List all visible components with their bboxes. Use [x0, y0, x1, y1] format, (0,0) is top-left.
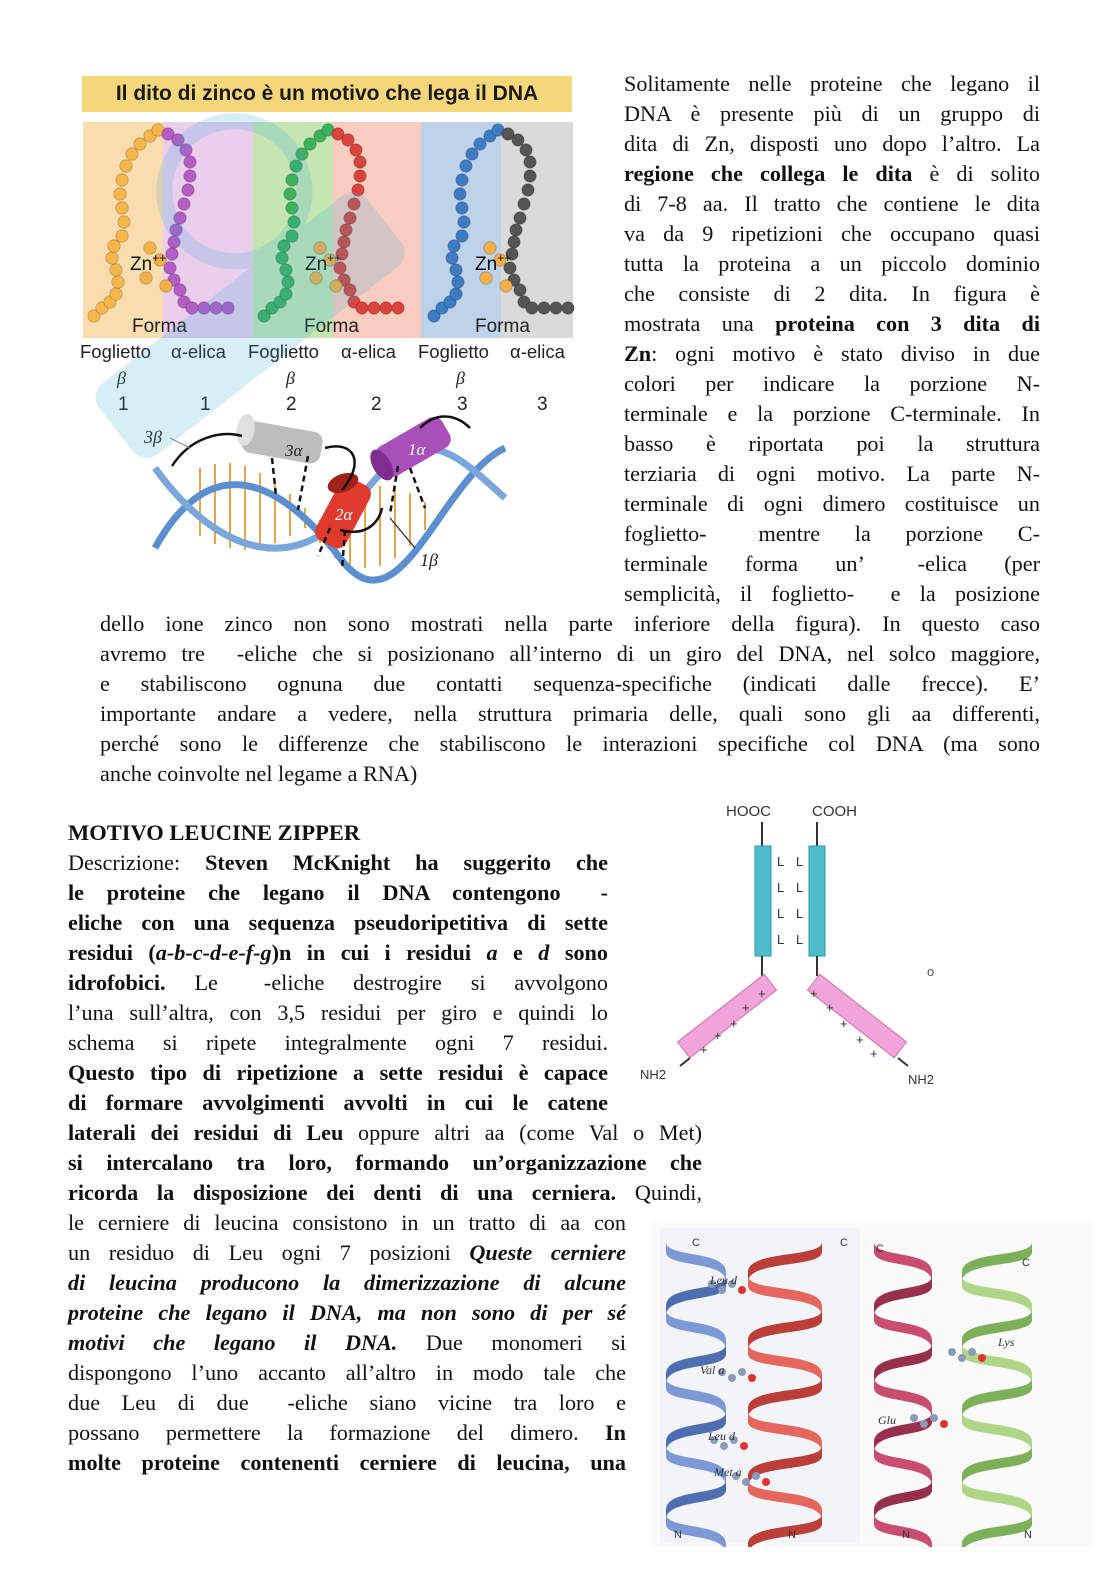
number-1a: 1 — [118, 394, 129, 415]
svg-text:1α: 1α — [408, 440, 426, 459]
svg-text:+: + — [742, 1000, 750, 1015]
bead — [134, 138, 146, 150]
bead — [348, 198, 360, 210]
s2-line — [68, 1178, 702, 1208]
p1-line: semplicità, il foglietto- e la posizione — [624, 581, 1040, 606]
foglietto-label-2: Foglietto — [248, 341, 319, 362]
bead — [352, 184, 364, 196]
s2-line — [68, 1088, 608, 1118]
number-3b: 3 — [537, 394, 548, 415]
p1-line: basso è riportata poi la struttura — [624, 431, 1040, 456]
svg-text:+: + — [856, 1032, 864, 1047]
paragraph-1-full — [100, 609, 1040, 789]
bead — [340, 224, 352, 236]
bead — [296, 148, 308, 160]
bead — [356, 302, 368, 314]
bead — [550, 302, 562, 314]
s2-line: due Leu di due -eliche siano vicine tra loro e — [68, 1390, 626, 1415]
bead — [456, 174, 468, 186]
ribbon-figure — [652, 1222, 1092, 1547]
side-chain-atom — [720, 1442, 728, 1450]
s2-line — [68, 938, 608, 968]
svg-text:L: L — [796, 932, 804, 947]
bead — [116, 230, 128, 242]
bead — [338, 236, 350, 248]
p1-text: è di solito — [929, 161, 1041, 186]
side-chain-atom — [740, 1442, 748, 1450]
bead — [120, 160, 132, 172]
zn-label-2: Zn++ — [305, 251, 342, 275]
p1-line: terziaria di ogni motivo. La parte N- — [624, 461, 1040, 486]
zn-label-1: Zn++ — [130, 251, 167, 275]
bead — [342, 134, 354, 146]
bead — [526, 302, 538, 314]
bead — [460, 160, 472, 172]
s2-desc-label: Descrizione: — [68, 850, 181, 875]
ribbon-label-leu-d-2: Leu d — [708, 1429, 735, 1443]
s2-text: Le -eliche destrogire si avvolgono — [197, 970, 608, 995]
side-chain-atom — [968, 1348, 976, 1356]
bead — [184, 156, 196, 168]
section-leucine-zipper — [68, 818, 608, 1118]
zinc-finger-figure — [80, 118, 575, 596]
side-chain-atom — [978, 1354, 986, 1362]
bead — [354, 170, 366, 182]
side-chain-atom — [718, 1286, 726, 1294]
bead — [178, 198, 190, 210]
beta-symbol-3: β — [456, 368, 465, 388]
beta-symbol-1: β — [117, 368, 126, 388]
s2-bold-italic: motivi che legano il DNA. — [68, 1330, 398, 1355]
svg-text:L: L — [796, 880, 804, 895]
p1-line: colori per indicare la porzione N- — [624, 371, 1040, 396]
zinc-figure-title: Il dito di zinco è un motivo che lega il DNA — [82, 76, 572, 112]
s2-bold: residui ( — [68, 940, 156, 965]
side-chain-atom — [728, 1374, 736, 1382]
s2-text: un residuo di Leu ogni 7 posizioni — [68, 1240, 451, 1265]
svg-text:+: + — [714, 1028, 722, 1043]
bead — [514, 212, 526, 224]
svg-text:+: + — [826, 1000, 834, 1015]
p1-line: dita di Zn, disposti uno dopo l’altro. La — [624, 131, 1040, 156]
svg-text:L: L — [796, 854, 804, 869]
bead — [454, 188, 466, 200]
bead — [524, 170, 536, 182]
helix-3alpha — [234, 413, 324, 466]
number-2b: 2 — [371, 394, 382, 415]
bead — [180, 144, 192, 156]
p1-line: foglietto- mentre la porzione C- — [624, 521, 1040, 546]
side-chain-atom — [958, 1354, 966, 1362]
bead — [508, 236, 520, 248]
ribbon-label-met-a: Met a — [714, 1465, 742, 1479]
bead — [514, 284, 526, 296]
section-leucine-zipper-lower — [68, 1208, 626, 1478]
p1-full-line: avremo tre -eliche che si posizionano all’interno di un giro del DNA, nel solco maggiore, — [100, 641, 1040, 666]
bead — [284, 188, 296, 200]
svg-text:N: N — [902, 1529, 910, 1541]
nh2-left: NH2 — [640, 1067, 667, 1082]
bead — [160, 280, 172, 292]
side-chain-atom — [762, 1478, 770, 1486]
bead — [118, 216, 130, 228]
foglietto-label-1: Foglietto — [80, 341, 151, 362]
s2-bold: )n in cui i residui — [271, 940, 487, 965]
svg-text:C: C — [876, 1243, 884, 1255]
svg-text:L: L — [777, 854, 785, 869]
bead — [354, 156, 366, 168]
label-3beta: 3β — [144, 427, 162, 447]
p1-line: di 7-8 aa. Il tratto che contiene le dita — [624, 191, 1040, 216]
side-chain-atom — [948, 1348, 956, 1356]
svg-text:L: L — [777, 880, 785, 895]
s2-line — [68, 1148, 702, 1178]
s2-line — [68, 968, 608, 998]
s2-bold-italic: di leucina producono la dimerizzazione di alcune — [68, 1270, 626, 1295]
svg-text:L: L — [796, 906, 804, 921]
svg-text:2α: 2α — [335, 505, 353, 524]
s2-text: oppure altri aa (come Val o Met) — [358, 1120, 703, 1145]
svg-text:+: + — [870, 1046, 878, 1061]
p1-bold-zn: Zn — [624, 341, 652, 366]
svg-text:C: C — [1022, 1257, 1030, 1269]
elica-label-1: α-elica — [171, 341, 226, 362]
paragraph-1-right — [624, 69, 1040, 609]
bead — [280, 288, 292, 300]
bead — [304, 138, 316, 150]
bead — [522, 184, 534, 196]
s2-line — [68, 1418, 626, 1448]
s2-line: l’una sull’altra, con 3,5 residui per giro e quindi lo — [68, 1000, 608, 1025]
bead — [282, 276, 294, 288]
s2-text: possano permettere la formazione del dimero. — [68, 1420, 579, 1445]
bead — [280, 264, 292, 276]
p1-line: DNA è presente più di un gruppo di — [624, 101, 1040, 126]
bead — [168, 236, 180, 248]
p1-line: Solitamente nelle proteine che legano il — [624, 71, 1040, 96]
bead — [314, 242, 326, 254]
helix-right-blue — [809, 846, 825, 956]
p1-line — [624, 339, 1040, 369]
bead — [182, 184, 194, 196]
bead — [350, 144, 362, 156]
s2-bold: le proteine che legano il DNA contengono - — [68, 880, 608, 905]
p1-text: : ogni motivo è stato diviso in due — [651, 341, 1040, 366]
side-chain-atom — [748, 1374, 756, 1382]
beta-symbol-2: β — [286, 368, 295, 388]
bead — [286, 230, 298, 242]
elica-label-3: α-elica — [510, 341, 565, 362]
p1-full-line: importante andare a vedere, nella struttura primaria delle, quali sono gli aa differenti, — [100, 701, 1040, 726]
ribbon-label-leu-d-1: Leu d — [710, 1273, 737, 1287]
side-chain-atom — [940, 1420, 948, 1428]
s2-bold: sono — [549, 940, 608, 965]
svg-text:N: N — [674, 1529, 682, 1541]
svg-text:C: C — [692, 1237, 700, 1249]
bead — [110, 264, 122, 276]
side-chain-atom — [742, 1478, 750, 1486]
helix-left-blue — [755, 846, 771, 956]
bead — [114, 188, 126, 200]
forma-label-3: Forma — [475, 316, 530, 337]
p1-bold-protein: proteina con 3 dita di — [775, 311, 1040, 336]
svg-text:N: N — [1024, 1529, 1032, 1541]
cooh-label: COOH — [812, 803, 857, 820]
section-leucine-zipper-wide — [68, 1118, 702, 1208]
bead — [172, 134, 184, 146]
forma-label-2: Forma — [304, 316, 359, 337]
s2-bold: idrofobici. — [68, 970, 166, 995]
small-o: o — [927, 964, 935, 979]
bead — [344, 212, 356, 224]
label-1beta: 1β — [420, 550, 438, 570]
bead — [174, 212, 186, 224]
side-chain-atom — [910, 1414, 918, 1422]
bead — [108, 240, 120, 252]
bead — [484, 242, 496, 254]
s2-bold: Questo tipo di ripetizione a sette residui è capace — [68, 1060, 608, 1085]
leucine-zipper-diagram — [630, 796, 950, 1096]
side-chain-atom — [930, 1414, 938, 1422]
p1-line — [624, 309, 1040, 339]
bead — [368, 302, 380, 314]
svg-text:C: C — [840, 1237, 848, 1249]
s2-line — [68, 848, 608, 878]
bead — [290, 160, 302, 172]
bead — [344, 284, 356, 296]
section-heading: MOTIVO LEUCINE ZIPPER — [68, 820, 361, 845]
bead — [562, 302, 574, 314]
s2-line — [68, 1058, 608, 1088]
s2-line — [68, 1238, 626, 1268]
bead — [452, 276, 464, 288]
s2-line — [68, 1328, 626, 1358]
bead — [538, 302, 550, 314]
p1-line: terminale di ogni dimero costituisce un — [624, 491, 1040, 516]
s2-line — [68, 908, 608, 938]
p1-line — [624, 159, 1040, 189]
bead — [184, 170, 196, 182]
bead — [392, 302, 404, 314]
s2-line: le cerniere di leucina consistono in un tratto di aa con — [68, 1210, 626, 1235]
bead — [500, 280, 512, 292]
bead — [456, 230, 468, 242]
p1-full-line: dello ione zinco non sono mostrati nella parte inferiore della figura). In questo caso — [100, 611, 1040, 636]
svg-text:+: + — [810, 986, 818, 1001]
svg-text:+: + — [840, 1016, 848, 1031]
bead — [276, 252, 288, 264]
bead — [116, 202, 128, 214]
bead — [286, 174, 298, 186]
number-3a: 3 — [457, 394, 468, 415]
bead — [106, 252, 118, 264]
bead — [450, 264, 462, 276]
zn-label-3: Zn++ — [475, 251, 512, 275]
s2-bold: e — [497, 940, 539, 965]
bead — [330, 280, 342, 292]
s2-line: dispongono l’uno accanto all’altro in modo tale che — [68, 1360, 626, 1385]
s2-italic: a — [486, 940, 498, 965]
s2-bold-italic: Queste cerniere — [469, 1240, 626, 1265]
s2-bold: molte proteine contenenti cerniere di leucina, una — [68, 1450, 626, 1475]
number-2a: 2 — [286, 394, 297, 415]
svg-text:L: L — [777, 932, 785, 947]
bead — [170, 224, 182, 236]
p1-full-line: e stabiliscono ognuna due contatti sequenza-specifiche (indicati dalle frecce). E’ — [100, 671, 1040, 696]
bead — [278, 240, 290, 252]
ribbon-label-lys: Lys — [998, 1335, 1015, 1349]
s2-italic: a-b-c-d-e-f-g — [155, 940, 272, 965]
s2-bold: laterali dei residui di Leu — [68, 1120, 344, 1145]
s2-line — [68, 1448, 626, 1478]
bead — [116, 174, 128, 186]
bead — [520, 144, 532, 156]
nh2-right: NH2 — [908, 1072, 935, 1087]
bead — [524, 156, 536, 168]
bead — [466, 148, 478, 160]
p1-line: che consiste di 2 dita. In figura è — [624, 281, 1040, 306]
p1-line: terminale e la porzione C-terminale. In — [624, 401, 1040, 426]
s2-line: schema si ripete integralmente ogni 7 residui. — [68, 1030, 608, 1055]
p1-line: terminale forma un’ -elica (per — [624, 551, 1040, 576]
s2-bold: eliche con una sequenza pseudoripetitiva di sette — [68, 910, 608, 935]
ribbon-label-val-a: Val a — [700, 1363, 725, 1377]
p1-full-line: anche coinvolte nel legame a RNA) — [100, 761, 418, 786]
bead — [518, 198, 530, 210]
bead — [210, 302, 222, 314]
side-chain-atom — [752, 1472, 760, 1480]
svg-text:3α: 3α — [285, 441, 303, 460]
bead — [198, 302, 210, 314]
foglietto-label-3: Foglietto — [418, 341, 489, 362]
helix-1alpha — [366, 413, 455, 484]
svg-text:+: + — [700, 1042, 708, 1057]
s2-bold: In — [605, 1420, 626, 1445]
s2-line — [68, 878, 608, 908]
bead — [510, 224, 522, 236]
bead — [186, 302, 198, 314]
hooc-label: HOOC — [726, 803, 771, 820]
p1-line: va da 9 ripetizioni che occupano quasi — [624, 221, 1040, 246]
bead — [450, 288, 462, 300]
bead — [110, 288, 122, 300]
s2-bold: Steven McKnight ha suggerito che — [205, 850, 608, 875]
svg-text:+: + — [730, 1016, 738, 1031]
s2-line — [68, 1118, 702, 1148]
bead — [380, 302, 392, 314]
number-1b: 1 — [200, 394, 211, 415]
s2-bold: si intercalano tra loro, formando un’organizzazione che — [68, 1150, 702, 1175]
bead — [126, 148, 138, 160]
bead — [446, 252, 458, 264]
bead — [458, 216, 470, 228]
bead — [286, 202, 298, 214]
side-chain-atom — [920, 1420, 928, 1428]
elica-label-2: α-elica — [341, 341, 396, 362]
p1-full-line: perché sono le differenze che stabiliscono le interazioni specifiche col DNA (ma sono — [100, 731, 1040, 756]
bead — [112, 276, 124, 288]
s2-italic: d — [538, 940, 550, 965]
side-chain-atom — [738, 1286, 746, 1294]
s2-line — [68, 1268, 626, 1298]
p1-line: tutta la proteina a un piccolo dominio — [624, 251, 1040, 276]
s2-bold: di formare avvolgimenti avvolti in cui le catene — [68, 1090, 608, 1115]
s2-text: Due monomeri si — [425, 1330, 626, 1355]
svg-text:L: L — [777, 906, 785, 921]
side-chain-atom — [738, 1368, 746, 1376]
bead — [222, 302, 234, 314]
bead — [474, 138, 486, 150]
p1-bold-region: regione che collega le dita — [624, 161, 913, 186]
s2-bold: ricorda la disposizione dei denti di una cerniera. — [68, 1180, 617, 1205]
s2-bold-italic: proteine che legano il DNA, ma non sono di per sé — [68, 1300, 626, 1325]
s2-line — [68, 1298, 626, 1328]
bead — [456, 202, 468, 214]
bead — [174, 284, 186, 296]
bead — [448, 240, 460, 252]
ribbon-label-glu: Glu — [878, 1413, 896, 1427]
bead — [288, 216, 300, 228]
bead — [512, 134, 524, 146]
p1-text: mostrata una — [624, 311, 754, 336]
svg-text:+: + — [758, 986, 766, 1001]
svg-text:N: N — [788, 1529, 796, 1541]
bead — [166, 248, 178, 260]
forma-label-1: Forma — [132, 316, 187, 337]
s2-text: Quindi, — [634, 1180, 702, 1205]
